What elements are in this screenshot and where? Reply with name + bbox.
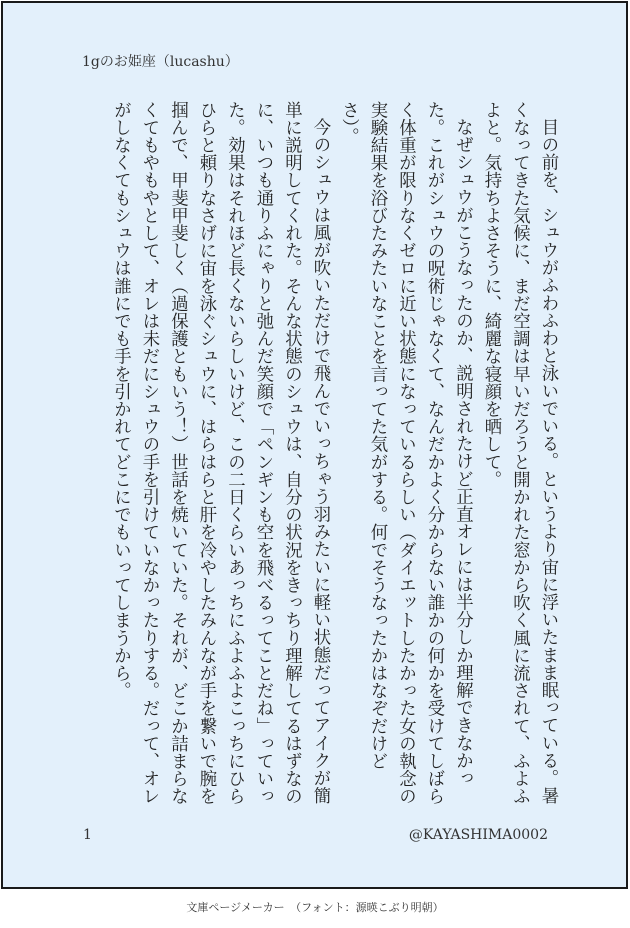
footer-credit: 文庫ページメーカー （フォント：源暎こぶり明朝） (186, 901, 444, 914)
paragraph: 今のシュウは風が吹いただけで飛んでいっちゃう羽みたいに軽い状態だってアイクが簡単に説明してくれた。そんな状態のシュウは、自分の状況をきっちり理解してるはずなのに、いつも通りふにゃりと弛んだ笑顔で「ペンギンも空を飛べるってことだね」っていった。効果はそれほど長くないらしいけど、この二日くらいあっちにふよふよこっちにひらひらと頼りなさげに宙を泳ぐシュウに、はらはらと肝を冷やしたみんなが手を繋いで腕を掴んで、甲斐甲斐しく（過保護ともいう！）世話を焼いていた。それが、どこか詰まらなくてもやもやとして、オレは未だにシュウの手を引けていなかったりする。だって、オレがしなくてもシュウは誰にでも手を引かれてどこにでもいってしまうから。 (110, 101, 330, 805)
book-page (1, 1, 628, 889)
page-title: 1gのお姫座（lucashu） (82, 54, 239, 70)
author-handle: @KAYASHIMA0002 (408, 827, 548, 843)
vertical-body-text (76, 101, 562, 806)
paragraph: 目の前を、シュウがふわふわと泳いでいる。というより宙に浮いたまま眠っている。暑くなってきた気候に、まだ空調は早いだろうと開かれた窓から吹く風に流されて、ふよふよと。気持ちよさそうに、綺麗な寝顔を晒して。 (481, 101, 558, 805)
page-number: 1 (83, 827, 92, 843)
paragraph: なぜシュウがこうなったのか、説明されたけど正直オレには半分しか理解できなかった。これがシュウの呪術じゃなくて、なんだかよく分からない誰かの何かを受けてしばらく体重が限りなくゼロに近い状態になっているらしい（ダイエットしたかった女の執念の実験結果を浴びたみたいなことを言ってた気がする。何でそうなったかはなぞだけどさ）。 (338, 101, 473, 805)
